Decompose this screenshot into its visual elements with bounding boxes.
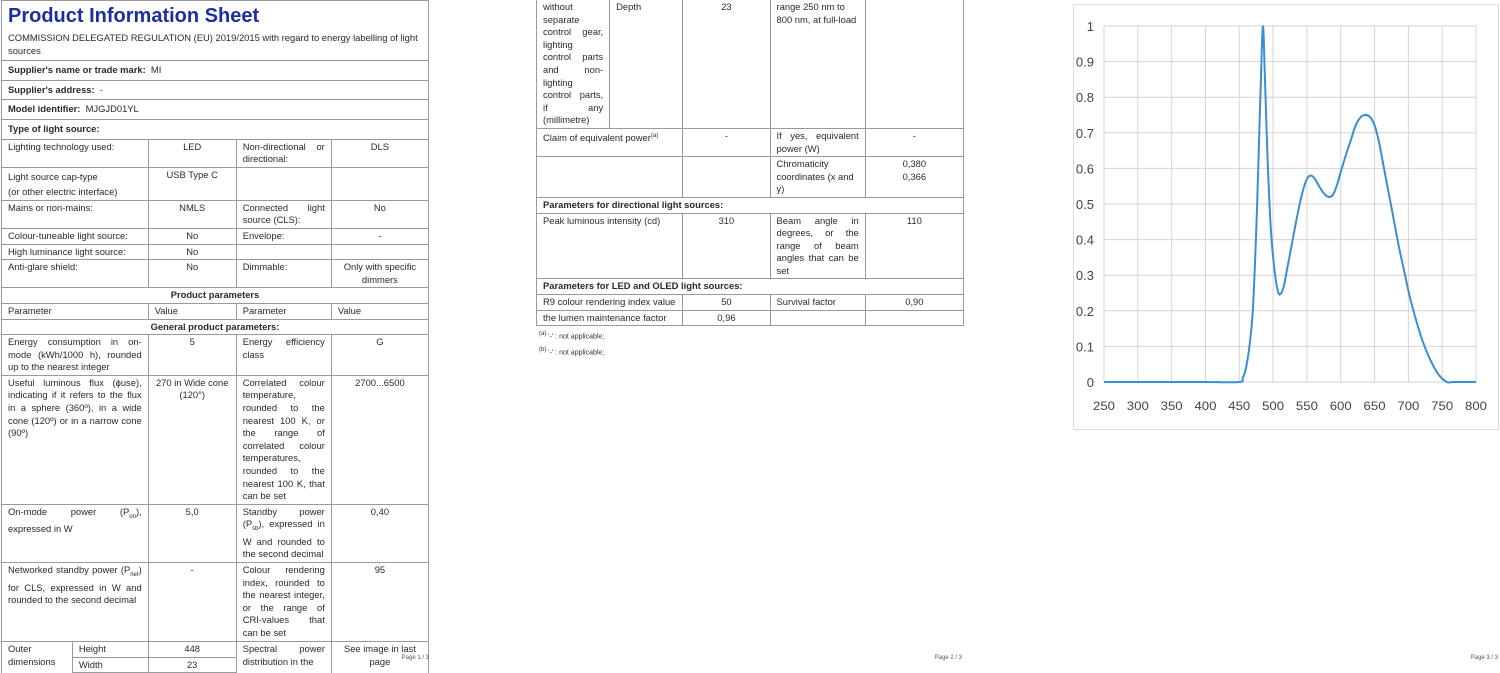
cri-label: Colour rendering index, rounded to the nearest integer, or the range of CRI-values that can be set: [236, 563, 331, 642]
footnote-b-text: '-' : not applicable;: [548, 348, 605, 356]
claim-equivalent-power-value: -: [683, 128, 770, 156]
chromaticity-value: [865, 157, 963, 198]
on-mode-power-text: On-mode power (P: [8, 505, 130, 517]
supplier-address-label: Supplier's address:: [8, 83, 95, 95]
x-tick-label: 800: [1465, 399, 1488, 413]
high-luminance-value: No: [148, 244, 236, 260]
height-value: 448: [148, 642, 236, 658]
empty-cell: [865, 310, 963, 326]
depth-label: Depth: [610, 0, 683, 128]
standby-power-sub: sb: [252, 526, 259, 533]
x-tick-label: 650: [1363, 399, 1386, 413]
empty-cell: [331, 167, 428, 200]
equivalent-power-label: If yes, equivalent power (W): [770, 128, 865, 156]
anti-glare-label: Anti-glare shield:: [2, 260, 149, 288]
y-tick-label: 0.6: [1075, 161, 1094, 177]
energy-class-value: G: [331, 335, 428, 376]
col-header-parameter: Parameter: [236, 303, 331, 319]
regulation-text: COMMISSION DELEGATED REGULATION (EU) 2019/2015 with regard to energy labelling of light sources: [8, 32, 418, 56]
standby-power-value: 0,40: [331, 504, 428, 562]
envelope-value: -: [331, 228, 428, 244]
empty-cell: [537, 157, 683, 198]
general-params-heading: General product parameters:: [2, 319, 429, 335]
x-tick-label: 350: [1160, 399, 1183, 413]
supplier-name-value: MI: [150, 64, 162, 76]
led-oled-heading: Parameters for LED and OLED light sources:: [537, 279, 964, 295]
footnote-a-text: '-' : not applicable;: [548, 333, 605, 341]
info-table-page-1: [1, 0, 429, 673]
cct-label: Correlated colour temperature, rounded to the nearest 100 K, or the range of correlated colour temperatures, rounded to the nearest 100 K, that can be set: [236, 375, 331, 504]
y-tick-label: 0.3: [1075, 268, 1094, 284]
claim-text: Claim of equivalent power: [543, 132, 651, 144]
empty-cell: [770, 310, 865, 326]
dimmable-label: Dimmable:: [236, 260, 331, 288]
cls-value: No: [331, 200, 428, 228]
r9-label: R9 colour rendering index value: [537, 295, 683, 311]
page-2: [535, 0, 970, 663]
spd-label: Spectral power distribution in the: [236, 642, 331, 673]
claim-footnote-mark: (a): [650, 132, 659, 139]
y-tick-label: 0.4: [1075, 232, 1094, 248]
y-tick-label: 0.9: [1075, 54, 1094, 70]
on-mode-power-sub: on: [129, 513, 136, 520]
footnote-a-mark: (a): [539, 331, 547, 338]
x-tick-label: 600: [1329, 399, 1353, 413]
col-header-parameter: Parameter: [2, 303, 149, 319]
spd-value: See image in last page: [331, 642, 428, 673]
x-tick-label: 550: [1295, 399, 1319, 413]
spd-label-continued: range 250 nm to 800 nm, at full-load: [770, 0, 865, 128]
empty-cell: [683, 157, 770, 198]
model-identifier-value: MJGJD01YL: [85, 103, 139, 115]
networked-standby-value: -: [148, 563, 236, 642]
y-tick-label: 0.1: [1075, 339, 1094, 355]
survival-factor-label: Survival factor: [770, 295, 865, 311]
col-header-value: Value: [331, 303, 428, 319]
page-title: Product Information Sheet: [8, 5, 260, 27]
cls-label: Connected light source (CLS):: [236, 200, 331, 228]
lumen-maintenance-label: the lumen maintenance factor: [537, 310, 683, 326]
r9-value: 50: [683, 295, 770, 311]
standby-power-text: Standby power (P: [242, 505, 325, 530]
page-number: Page 3 / 3: [1470, 655, 1498, 661]
lighting-technology-label: Lighting technology used:: [2, 139, 149, 167]
x-tick-label: 250: [1093, 399, 1116, 413]
envelope-label: Envelope:: [236, 228, 331, 244]
cap-type-label: [2, 167, 149, 200]
high-luminance-label: High luminance light source:: [2, 244, 149, 260]
on-mode-power-text2: ), expressed in W: [8, 505, 142, 535]
info-table-page-2: [536, 0, 964, 326]
colour-tuneable-label: Colour-tuneable light source:: [2, 228, 149, 244]
y-tick-label: 0.5: [1075, 197, 1094, 212]
x-tick-label: 700: [1397, 399, 1420, 413]
y-tick-label: 0.8: [1075, 90, 1094, 106]
claim-equivalent-power-label: [537, 128, 683, 156]
beam-angle-label: Beam angle in degrees, or the range of beam angles that can be set: [770, 213, 865, 279]
page-1: [0, 0, 435, 670]
chromaticity-y: 0,366: [902, 170, 927, 182]
outer-dimensions-label: Outer dimensions: [2, 642, 73, 673]
supplier-address-value: -: [99, 83, 103, 95]
y-tick-label: 0.7: [1075, 125, 1094, 141]
luminous-flux-label: Useful luminous flux (ϕuse), indicating if it refers to the flux in a sphere (360º), in a wide cone (120º) or in a narrow cone (90º): [2, 375, 149, 504]
colour-tuneable-value: No: [148, 228, 236, 244]
empty-cell: [865, 0, 963, 128]
luminous-flux-value: 270 in Wide cone (120°): [148, 375, 236, 504]
y-axis-ticks: [1076, 19, 1094, 390]
cct-value: 2700...6500: [331, 375, 428, 504]
cri-value: 95: [331, 563, 428, 642]
energy-class-label: Energy efficiency class: [236, 335, 331, 376]
standby-power-label: [236, 504, 331, 562]
empty-cell: [236, 244, 331, 260]
dimmable-value: Only with specific dimmers: [331, 260, 428, 288]
width-label: Width: [72, 657, 148, 673]
x-tick-label: 400: [1194, 399, 1217, 413]
cap-type-value: USB Type C: [148, 167, 236, 200]
networked-standby-sub: net: [130, 571, 139, 578]
x-tick-label: 450: [1228, 399, 1251, 413]
product-parameters-heading: Product parameters: [2, 288, 429, 304]
width-value: 23: [148, 657, 236, 673]
chromaticity-label: Chromaticity coordinates (x and y): [770, 157, 865, 198]
footnote-b-mark: (b): [539, 346, 547, 353]
directional-value: DLS: [331, 139, 428, 167]
energy-consumption-label: Energy consumption in on-mode (kWh/1000 h), rounded up to the nearest integer: [2, 335, 149, 376]
depth-value: 23: [683, 0, 770, 128]
equivalent-power-value: -: [865, 128, 963, 156]
cap-type-line2: (or other electric interface): [8, 185, 118, 197]
survival-factor-value: 0,90: [865, 295, 963, 311]
on-mode-power-value: 5,0: [148, 504, 236, 562]
anti-glare-value: No: [148, 260, 236, 288]
x-tick-label: 300: [1126, 399, 1150, 413]
spectral-power-distribution-chart: [1070, 0, 1500, 440]
col-header-value: Value: [148, 303, 236, 319]
empty-cell: [236, 167, 331, 200]
energy-consumption-value: 5: [148, 335, 236, 376]
networked-standby-text2: ) for CLS, expressed in W and rounded to the second decimal: [8, 564, 142, 606]
cap-type-line1: Light source cap-type: [8, 170, 98, 182]
mains-label: Mains or non-mains:: [2, 200, 149, 228]
model-identifier-label: Model identifier:: [8, 103, 81, 115]
on-mode-power-label: [2, 504, 149, 562]
lighting-technology-value: LED: [148, 139, 236, 167]
peak-intensity-label: Peak luminous intensity (cd): [537, 213, 683, 279]
chart-grid: [1104, 26, 1476, 382]
beam-angle-value: 110: [865, 213, 963, 279]
directional-heading: Parameters for directional light sources:: [537, 197, 964, 213]
type-heading: Type of light source:: [2, 119, 429, 139]
mains-value: NMLS: [148, 200, 236, 228]
x-tick-label: 750: [1431, 399, 1454, 413]
y-tick-label: 1: [1086, 19, 1094, 34]
networked-standby-label: [2, 563, 149, 642]
x-axis-ticks: [1093, 399, 1487, 413]
directional-label: Non-directional or directional:: [236, 139, 331, 167]
empty-cell: [331, 244, 428, 260]
peak-intensity-value: 310: [683, 213, 770, 279]
footnote-a: [535, 328, 970, 343]
dimensions-continued: without separate control gear, lighting control parts and non-lighting control parts, if any (millimetre): [537, 0, 610, 128]
networked-standby-text: Networked standby power (P: [8, 564, 131, 576]
lumen-maintenance-value: 0,96: [683, 310, 770, 326]
footnote-b: [535, 344, 970, 359]
chromaticity-x: 0,380: [902, 158, 927, 170]
x-tick-label: 500: [1262, 399, 1285, 413]
y-tick-label: 0: [1086, 375, 1094, 390]
standby-power-text2: ), expressed in W and rounded to the second decimal: [242, 518, 325, 560]
page-number: Page 2 / 3: [934, 655, 962, 661]
page-number: Page 1 / 3: [401, 655, 429, 661]
y-tick-label: 0.2: [1075, 303, 1094, 319]
supplier-name-label: Supplier's name or trade mark:: [8, 64, 146, 76]
height-label: Height: [72, 642, 148, 658]
